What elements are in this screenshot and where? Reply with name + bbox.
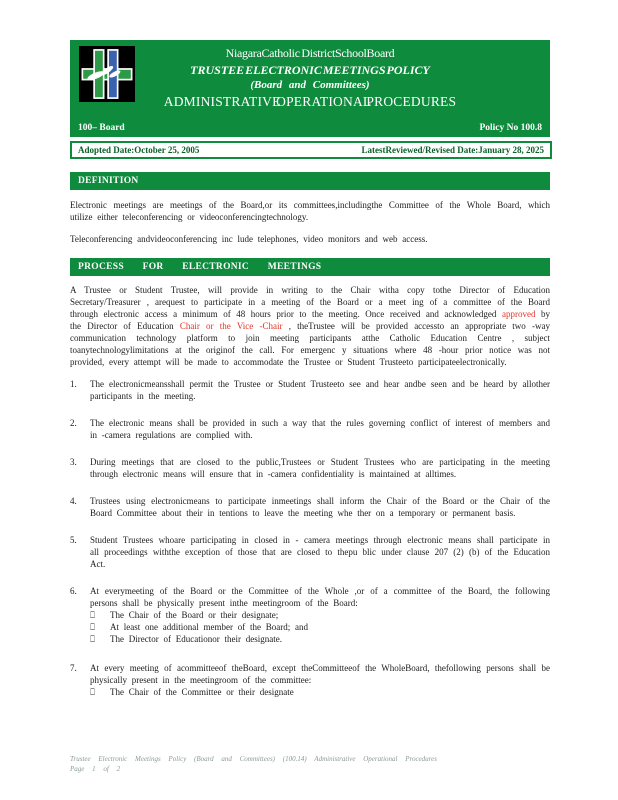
footer-page-number: Page 1 of 2 [70,764,121,773]
bullet-item [90,633,550,645]
item-number: 1. [70,379,77,389]
square-bullet-icon: □ [90,687,95,697]
intro-red-text-approved: approved [501,309,536,319]
policy-title: TRUSTEE ELECTRONIC MEETINGS POLICY [190,63,430,77]
item-number: 2. [70,418,77,428]
item-text: During meetings that are closed to the public,Trustees or Student Trustees who are participating in the meeting through electronic means will ensure that in -camera confidentiality is maintained at alltimes. [90,457,550,479]
item-text: Trustees using electronicmeans to participate inmeetings shall inform the Chair of the Board or the Chair of the Board Committee about their in tentions to leave the meeting whe ther on a temporary or permanent basis. [90,496,550,518]
bullet-text: The Director of Educationor their designate. [110,634,282,644]
dates-row [70,141,552,159]
item-number: 7. [70,663,77,673]
definition-paragraph-1: Electronic meetings are meetings of the Board,or its committees,includingthe Committee of the Whole Board, which utilize either teleconferencing or videoconferencingtechnology. [70,200,550,222]
bullet-item [90,686,550,698]
page-footer [70,755,450,774]
square-bullet-icon: □ [90,622,95,632]
intro-segment-1: A Trustee or Student Trustee, will provide in writing to the Chair witha copy tothe Director of Education Secretary/Treasurer , arequest to participate in a meeting of the Board or a meet ing of a committee of the Board through electronic access a minimum of 48 hours prior to the meeting. Once received and acknowledged [70,285,550,319]
intro-segment-3: , theTrustee will be provided accessto an appropriate two -way communication technology platform to join meeting participants atthe Catholic Education Centre , subject toanytechnologylimitations at the originof the call. For emergenc y situations where 48 -hour prior notice was not provided, every attempt will be made to accommodate the Trustee or Student Trusteeto participateelectronically. [70,321,551,367]
list-item [70,417,550,441]
bullet-text: The Chair of the Committee or their designate [110,687,294,697]
bullet-text: At least one additional member of the Board; and [110,622,308,632]
doc-type-title: ADMINISTRATIVE OPERATIONAL PROCEDURES [163,94,457,109]
list-item [70,585,550,645]
process-intro-paragraph [70,284,550,368]
board-name: NiagaraCatholic DistrictSchoolBoard [225,46,395,60]
item-text: At every meeting of acommitteeof theBoard, except theCommitteeof the WholeBoard, thefollowing persons shall be physically present in the meetingroom of the committee: [90,663,550,685]
revised-date: LatestReviewed/Revised Date:January 28, 2025 [361,145,544,155]
bullet-item [90,621,550,633]
list-item [70,662,550,698]
intro-red-text-chair: Chair or the Vice -Chair [179,321,283,331]
section-heading-process: PROCESS FOR ELECTRONIC MEETINGS [70,258,550,276]
item-text: Student Trustees whoare participating in closed in - camera meetings through electronic means shall participate in all proceedings withthe exception of those that are closed to thepu blic under clause 207 (2) (b) of the Education Act. [90,535,550,569]
cross-leaf-logo-icon [79,46,135,102]
policy-number: Policy No 100.8 [479,123,542,133]
process-numbered-list [70,378,550,698]
bullet-item [90,609,550,621]
item-number: 4. [70,496,77,506]
item-text: The electronic means shall be provided in such a way that the rules governing conflict of interest of members and in -camera regulations are complied with. [90,418,550,440]
bullet-text: The Chair of the Board or their designate; [110,610,279,620]
header-titles [70,40,550,110]
item-text: At everymeeting of the Board or the Committee of the Whole ,or of a committee of the Board, the following persons shall be physically present inthe meetingroom of the Board: [90,586,550,608]
board-logo [79,46,135,102]
item-body [90,585,550,645]
adopted-date: Adopted Date:October 25, 2005 [78,145,200,155]
policy-subtitle: (Board and Committees) [250,79,370,91]
intro-segment-2: by the Director of Education [70,309,551,331]
section-heading-definition: DEFINITION [70,172,550,190]
footer-document-title: Trustee Electronic Meetings Policy (Board and Committees) (100.14) Administrative Operational Procedures [70,755,437,763]
item-number: 5. [70,535,77,545]
item-number: 6. [70,586,77,596]
square-bullet-icon: □ [90,610,95,620]
list-item [70,456,550,480]
policy-header [70,40,550,137]
item-text: The electronicmeansshall permit the Trustee or Student Trusteeto see and hear andbe seen and be heard by allother participants in the meeting. [90,379,550,401]
header-bottom-row [70,123,550,133]
item-body [90,662,550,698]
list-item [70,534,550,570]
section-number: 100– Board [78,123,125,133]
list-item [70,495,550,519]
square-bullet-icon: □ [90,634,95,644]
definition-paragraph-2: Teleconferencing andvideoconferencing inc lude telephones, video monitors and web access. [70,234,428,244]
item-number: 3. [70,457,77,467]
document-content [70,40,550,713]
list-item [70,378,550,402]
